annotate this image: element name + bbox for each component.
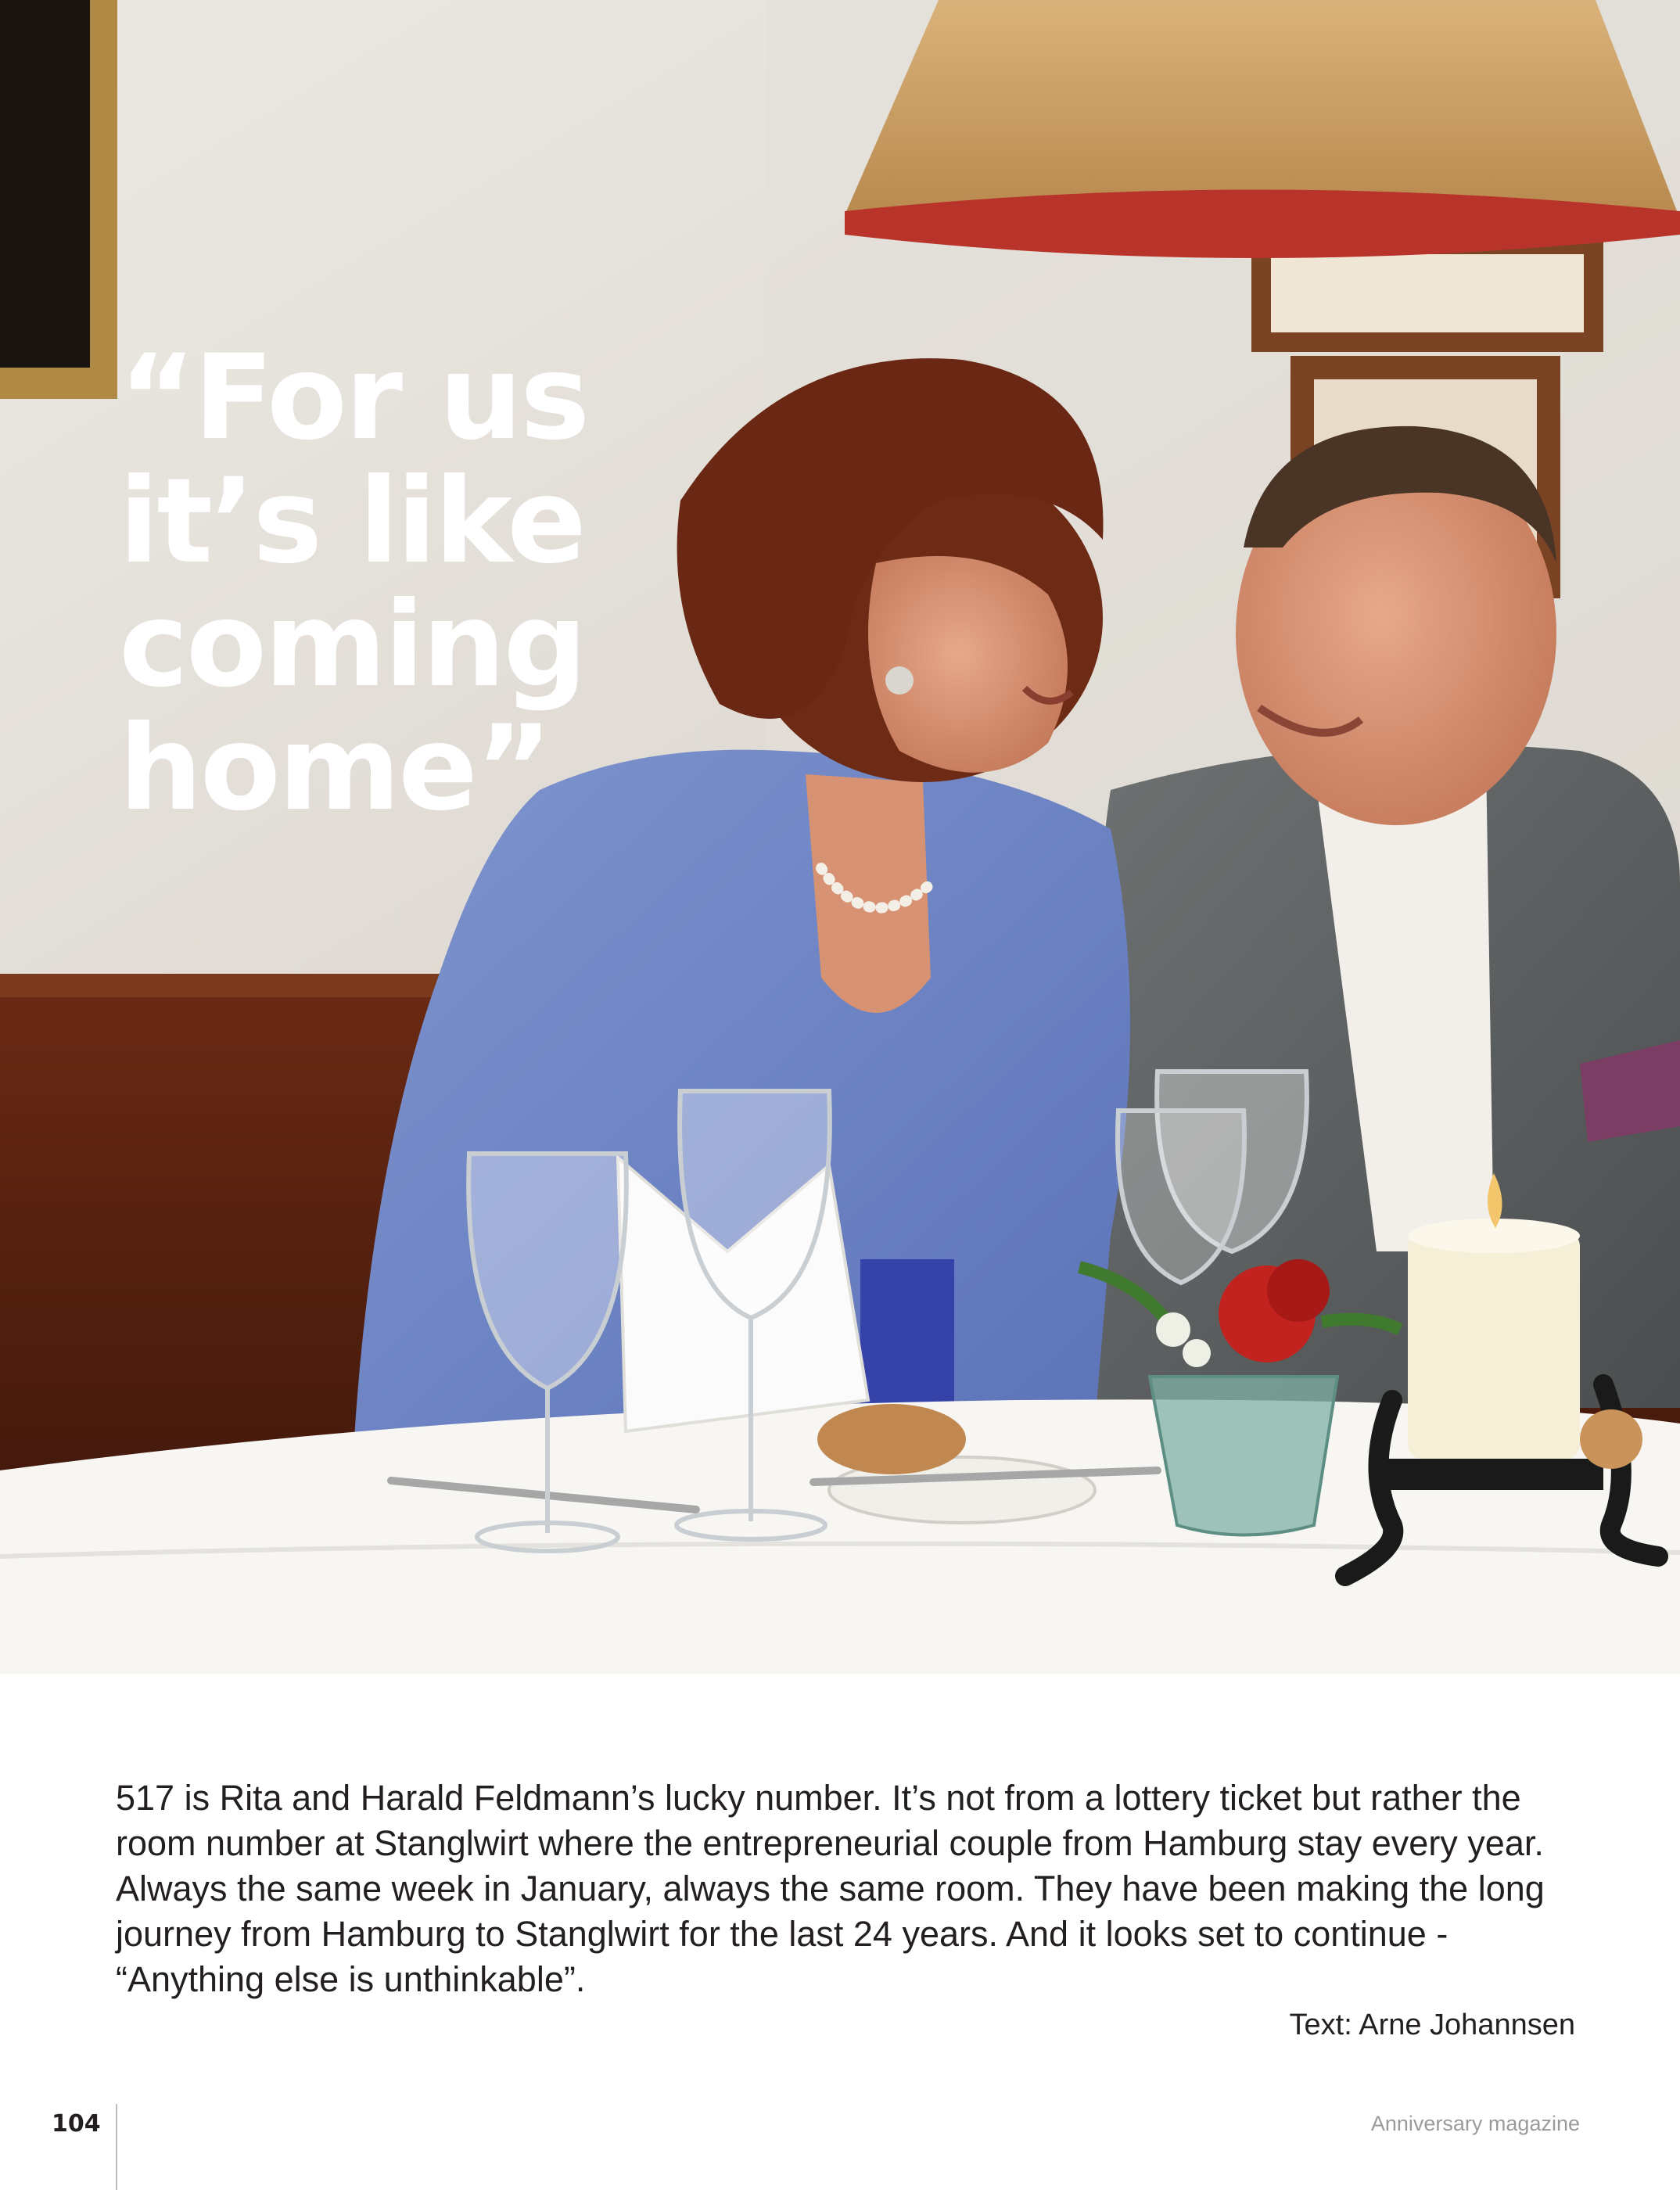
author-credit: Text: Arne Johannsen	[1289, 2009, 1575, 2041]
magazine-name: Anniversary magazine	[1370, 2112, 1580, 2135]
headline-line: it’s like	[119, 454, 584, 590]
headline-line: coming	[119, 577, 585, 713]
headline-line: “For us	[119, 330, 588, 466]
page-number: 104	[52, 2110, 101, 2138]
headline-line: home”	[119, 701, 551, 837]
headline-quote	[119, 330, 729, 837]
footer-divider	[116, 2104, 117, 2190]
intro-paragraph: 517 is Rita and Harald Feldmann’s lucky number. It’s not from a lottery ticket but rather the room number at Stanglwirt where the entrepreneurial couple from Hamburg stay every year. Always the same week in January, always the same room. They have been making the long journey from Hamburg to Stanglwirt for the last 24 years. And it looks set to continue - “Anything else is unthinkable”.	[116, 1778, 1545, 1999]
